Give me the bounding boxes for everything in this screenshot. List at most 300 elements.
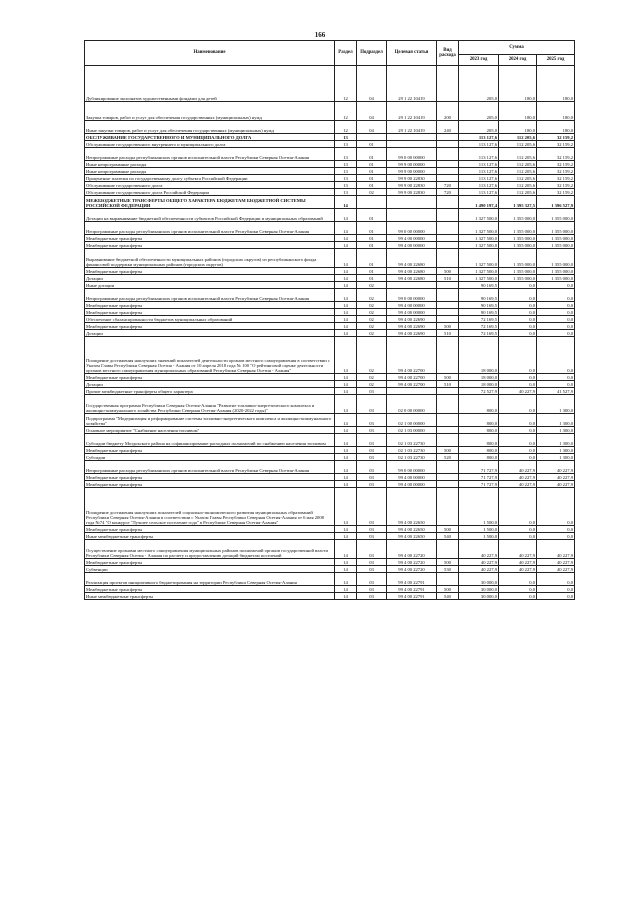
row-razdel: 14 — [335, 395, 357, 414]
row-vid — [437, 388, 459, 395]
row-sum-2025: 0,0 — [537, 381, 575, 388]
row-vid — [437, 141, 459, 148]
table-row — [85, 302, 575, 309]
row-podrazdel: 02 — [357, 323, 387, 330]
row-sum-2023: 18 000,0 — [459, 337, 499, 374]
row-sum-2023: 1 327 500,0 — [459, 209, 499, 222]
row-vid — [437, 302, 459, 309]
row-vid — [437, 249, 459, 268]
row-razdel: 14 — [335, 323, 357, 330]
row-name: Иные непрограммные расходы — [85, 161, 335, 168]
row-vid: 510 — [437, 275, 459, 282]
row-vid — [437, 395, 459, 414]
row-celevaya: 99 4 00 22650 — [387, 488, 437, 526]
row-sum-2025: 180,0 — [537, 102, 575, 121]
row-sum-2024: 40 227,9 — [499, 388, 537, 395]
row-celevaya: 29 1 22 10419 — [387, 102, 437, 121]
row-name: Иные закупки товаров, работ и услуг для обеспечения государственных (муниципальных) нужд — [85, 121, 335, 134]
row-celevaya: 02 1 03 22730 — [387, 454, 437, 461]
row-celevaya: 99 4 00 22700 — [387, 374, 437, 381]
row-vid: 500 — [437, 586, 459, 593]
row-podrazdel: 01 — [357, 235, 387, 242]
header-year-2024: 2024 год — [499, 55, 537, 66]
row-razdel: 13 — [335, 182, 357, 189]
row-razdel: 14 — [335, 330, 357, 337]
row-sum-2025: 1 300,0 — [537, 454, 575, 461]
table-row — [85, 337, 575, 374]
row-sum-2023: 1 327 500,0 — [459, 222, 499, 235]
row-name: Реализация проектов инициативного бюджетирования на территории Республики Северная Осетия-Алания — [85, 573, 335, 586]
row-name: Обслуживание государственного долга Российской Федерации — [85, 189, 335, 196]
row-razdel: 14 — [335, 282, 357, 289]
row-vid — [437, 337, 459, 374]
row-sum-2025: 32 159,2 — [537, 141, 575, 148]
row-razdel: 14 — [335, 454, 357, 461]
table-row — [85, 168, 575, 175]
row-celevaya: 99 4 00 22700 — [387, 381, 437, 388]
row-razdel: 14 — [335, 474, 357, 481]
row-name: Межбюджетные трансферты — [85, 559, 335, 566]
row-sum-2024: 0,0 — [499, 289, 537, 302]
row-name: Осуществление органами местного самоуправления муниципальных районов полномочий органов государственной власти Республики Северная Осетия - Алания по расчету и предоставлению дотаций бюджетам поселений — [85, 540, 335, 559]
row-sum-2023: 113 127,6 — [459, 189, 499, 196]
row-razdel: 14 — [335, 388, 357, 395]
row-razdel: 12 — [335, 121, 357, 134]
row-razdel: 14 — [335, 337, 357, 374]
table-row — [85, 249, 575, 268]
row-celevaya: 99 4 00 22690 — [387, 323, 437, 330]
row-sum-2024: 40 227,9 — [499, 566, 537, 573]
row-celevaya: 99 0 00 00000 — [387, 461, 437, 474]
row-razdel: 14 — [335, 309, 357, 316]
row-razdel: 14 — [335, 275, 357, 282]
row-podrazdel: 01 — [357, 175, 387, 182]
row-vid — [437, 209, 459, 222]
row-sum-2023: 800,0 — [459, 395, 499, 414]
row-podrazdel: 03 — [357, 388, 387, 395]
row-name: Субвенции — [85, 566, 335, 573]
row-sum-2024: 0,0 — [499, 302, 537, 309]
row-sum-2025: 0,0 — [537, 488, 575, 526]
row-sum-2024: 112 205,6 — [499, 161, 537, 168]
table-row — [85, 282, 575, 289]
row-sum-2023: 72 169,5 — [459, 323, 499, 330]
row-sum-2025: 40 227,9 — [537, 481, 575, 488]
row-sum-2024: 40 227,9 — [499, 559, 537, 566]
table-row — [85, 414, 575, 427]
row-podrazdel — [357, 196, 387, 209]
row-sum-2025: 0,0 — [537, 309, 575, 316]
row-razdel: 14 — [335, 414, 357, 427]
row-sum-2024: 0,0 — [499, 414, 537, 427]
row-name: Субсидии — [85, 454, 335, 461]
row-podrazdel: 01 — [357, 209, 387, 222]
row-celevaya: 99 4 00 22720 — [387, 566, 437, 573]
row-vid: 500 — [437, 447, 459, 454]
row-sum-2023: 113 127,6 — [459, 168, 499, 175]
row-razdel: 14 — [335, 242, 357, 249]
row-sum-2023: 90 169,5 — [459, 282, 499, 289]
row-sum-2025: 0,0 — [537, 316, 575, 323]
table-row — [85, 559, 575, 566]
row-razdel: 13 — [335, 134, 357, 141]
row-podrazdel: 02 — [357, 330, 387, 337]
row-sum-2023: 90 169,5 — [459, 289, 499, 302]
row-vid: 540 — [437, 533, 459, 540]
row-vid — [437, 66, 459, 102]
header-razdel: Раздел — [335, 41, 357, 66]
row-podrazdel: 01 — [357, 141, 387, 148]
row-vid — [437, 573, 459, 586]
row-podrazdel: 03 — [357, 414, 387, 427]
row-celevaya: 99 4 00 22791 — [387, 593, 437, 600]
row-podrazdel: 03 — [357, 573, 387, 586]
row-celevaya: 99 4 00 00000 — [387, 481, 437, 488]
row-celevaya — [387, 209, 437, 222]
row-podrazdel: 01 — [357, 148, 387, 161]
row-razdel: 14 — [335, 289, 357, 302]
table-row — [85, 330, 575, 337]
row-sum-2025: 1 300,0 — [537, 434, 575, 447]
row-podrazdel: 03 — [357, 593, 387, 600]
row-sum-2024: 40 227,9 — [499, 481, 537, 488]
row-vid — [437, 282, 459, 289]
row-name: Межбюджетные трансферты — [85, 302, 335, 309]
row-razdel: 14 — [335, 222, 357, 235]
row-vid — [437, 161, 459, 168]
row-sum-2024: 112 205,6 — [499, 175, 537, 182]
row-sum-2023: 72 169,5 — [459, 330, 499, 337]
row-celevaya — [387, 282, 437, 289]
row-podrazdel: 03 — [357, 434, 387, 447]
row-razdel: 14 — [335, 196, 357, 209]
row-sum-2024: 1 395 327,5 — [499, 196, 537, 209]
row-podrazdel: 01 — [357, 222, 387, 235]
row-razdel: 14 — [335, 566, 357, 573]
row-name: Иные непрограммные расходы — [85, 168, 335, 175]
row-sum-2024: 112 205,6 — [499, 182, 537, 189]
row-sum-2024: 40 227,9 — [499, 474, 537, 481]
row-celevaya: 99 0 00 00000 — [387, 222, 437, 235]
row-podrazdel: 04 — [357, 102, 387, 121]
table-row — [85, 481, 575, 488]
row-vid — [437, 148, 459, 161]
row-name: Межбюджетные трансферты — [85, 586, 335, 593]
table-row — [85, 316, 575, 323]
row-name: Межбюджетные трансферты — [85, 474, 335, 481]
row-razdel: 13 — [335, 189, 357, 196]
row-sum-2023: 800,0 — [459, 427, 499, 434]
row-podrazdel: 03 — [357, 526, 387, 533]
row-sum-2023: 800,0 — [459, 447, 499, 454]
row-sum-2024: 112 205,6 — [499, 189, 537, 196]
row-sum-2023: 18 000,0 — [459, 381, 499, 388]
row-sum-2025: 32 159,2 — [537, 168, 575, 175]
row-celevaya: 99 0 00 00000 — [387, 148, 437, 161]
row-sum-2025: 0,0 — [537, 330, 575, 337]
table-row — [85, 381, 575, 388]
row-podrazdel: 02 — [357, 381, 387, 388]
row-podrazdel: 03 — [357, 454, 387, 461]
row-name: Дотации — [85, 330, 335, 337]
row-razdel: 13 — [335, 141, 357, 148]
row-sum-2025: 1 355 000,0 — [537, 242, 575, 249]
row-name: Процентные платежи по государственному долгу субъекта Российской Федерации — [85, 175, 335, 182]
row-podrazdel: 01 — [357, 242, 387, 249]
row-podrazdel: 02 — [357, 282, 387, 289]
row-vid: 530 — [437, 566, 459, 573]
row-podrazdel: 03 — [357, 488, 387, 526]
row-vid — [437, 434, 459, 447]
row-sum-2025: 40 227,9 — [537, 461, 575, 474]
row-vid: 500 — [437, 559, 459, 566]
row-sum-2024: 0,0 — [499, 323, 537, 330]
row-sum-2023: 72 527,9 — [459, 388, 499, 395]
row-sum-2024: 0,0 — [499, 337, 537, 374]
row-podrazdel: 03 — [357, 566, 387, 573]
row-razdel: 14 — [335, 268, 357, 275]
row-razdel: 14 — [335, 302, 357, 309]
row-sum-2023: 113 127,6 — [459, 141, 499, 148]
row-sum-2024: 1 355 000,0 — [499, 249, 537, 268]
row-sum-2024: 112 205,6 — [499, 141, 537, 148]
row-vid: 510 — [437, 381, 459, 388]
row-celevaya: 99 4 00 00000 — [387, 309, 437, 316]
budget-table — [84, 40, 575, 600]
row-sum-2023: 30 000,0 — [459, 586, 499, 593]
row-podrazdel: 03 — [357, 533, 387, 540]
row-celevaya: 99 4 00 00000 — [387, 474, 437, 481]
table-row — [85, 235, 575, 242]
row-vid: 720 — [437, 189, 459, 196]
row-sum-2024: 112 205,6 — [499, 134, 537, 141]
row-sum-2025: 41 527,9 — [537, 388, 575, 395]
row-sum-2023: 71 727,9 — [459, 481, 499, 488]
row-razdel: 14 — [335, 488, 357, 526]
row-podrazdel: 03 — [357, 481, 387, 488]
table-row — [85, 566, 575, 573]
row-podrazdel: 03 — [357, 395, 387, 414]
row-sum-2023: 1 327 500,0 — [459, 249, 499, 268]
row-podrazdel: 04 — [357, 66, 387, 102]
row-sum-2025: 0,0 — [537, 302, 575, 309]
row-sum-2023: 18 000,0 — [459, 374, 499, 381]
row-vid: 500 — [437, 323, 459, 330]
row-name: Поощрение достижения наилучших значений показателей деятельности органов местного самоуправления в соответствии с Указом Главы Республики Северная Осетия - Алания от 10 апреля 2018 года № 100 "О рейтинговой оценке деятельности органов местного самоуправления муниципальных образований Республики Северная Осетия - Алания" — [85, 337, 335, 374]
row-razdel: 14 — [335, 593, 357, 600]
row-vid: 720 — [437, 182, 459, 189]
row-razdel: 14 — [335, 381, 357, 388]
row-sum-2023: 1 327 500,0 — [459, 275, 499, 282]
row-sum-2025: 0,0 — [537, 289, 575, 302]
row-sum-2025: 32 159,2 — [537, 161, 575, 168]
row-celevaya: 99 9 00 22830 — [387, 182, 437, 189]
row-sum-2023: 113 127,6 — [459, 161, 499, 168]
row-name: Дубликирование экспонатов художественными фондами для детей — [85, 66, 335, 102]
row-vid — [437, 414, 459, 427]
row-sum-2024: 1 355 000,0 — [499, 235, 537, 242]
row-name: Дотации на выравнивание бюджетной обеспеченности субъектов Российской Федерации и муниципальных образований — [85, 209, 335, 222]
table-row — [85, 474, 575, 481]
row-celevaya: 02 1 03 22730 — [387, 447, 437, 454]
row-celevaya: 99 4 00 22720 — [387, 540, 437, 559]
table-row — [85, 196, 575, 209]
row-razdel: 12 — [335, 66, 357, 102]
row-razdel: 14 — [335, 249, 357, 268]
row-sum-2025: 40 227,9 — [537, 474, 575, 481]
row-celevaya: 29 1 22 10419 — [387, 121, 437, 134]
row-razdel: 14 — [335, 461, 357, 474]
row-podrazdel: 03 — [357, 586, 387, 593]
row-name: Обслуживание государственного долга — [85, 182, 335, 189]
row-celevaya — [387, 196, 437, 209]
table-row — [85, 289, 575, 302]
header-year-2025: 2025 год — [537, 55, 575, 66]
row-sum-2025: 32 159,2 — [537, 189, 575, 196]
table-row — [85, 121, 575, 134]
row-sum-2025: 1 300,0 — [537, 395, 575, 414]
row-sum-2024: 1 355 000,0 — [499, 242, 537, 249]
table-row — [85, 533, 575, 540]
row-sum-2024: 0,0 — [499, 316, 537, 323]
row-name: Межбюджетные трансферты — [85, 268, 335, 275]
row-name: Иные дотации — [85, 282, 335, 289]
row-name: Закупка товаров, работ и услуг для обеспечения государственных (муниципальных) нужд — [85, 102, 335, 121]
row-sum-2023: 113 127,6 — [459, 134, 499, 141]
table-row — [85, 309, 575, 316]
row-vid — [437, 134, 459, 141]
row-vid — [437, 242, 459, 249]
table-row — [85, 586, 575, 593]
row-celevaya: 99 4 00 22791 — [387, 586, 437, 593]
row-sum-2024: 0,0 — [499, 427, 537, 434]
row-podrazdel: 03 — [357, 447, 387, 454]
row-sum-2024: 0,0 — [499, 309, 537, 316]
row-sum-2024: 0,0 — [499, 282, 537, 289]
row-sum-2023: 90 169,5 — [459, 309, 499, 316]
row-name: Межбюджетные трансферты — [85, 447, 335, 454]
row-sum-2024: 0,0 — [499, 526, 537, 533]
table-row — [85, 102, 575, 121]
header-year-2023: 2023 год — [459, 55, 499, 66]
row-sum-2023: 205,0 — [459, 102, 499, 121]
row-sum-2023: 113 127,6 — [459, 148, 499, 161]
row-vid — [437, 289, 459, 302]
row-sum-2024: 0,0 — [499, 381, 537, 388]
row-vid — [437, 461, 459, 474]
row-name: Межбюджетные трансферты — [85, 481, 335, 488]
row-razdel: 14 — [335, 235, 357, 242]
row-razdel: 13 — [335, 148, 357, 161]
table-row — [85, 175, 575, 182]
row-sum-2023: 1 500,0 — [459, 488, 499, 526]
row-sum-2024: 112 205,6 — [499, 148, 537, 161]
row-sum-2025: 180,0 — [537, 66, 575, 102]
row-sum-2024: 180,0 — [499, 66, 537, 102]
row-sum-2025: 0,0 — [537, 573, 575, 586]
row-name: Обеспечение сбалансированности бюджетов муниципальных образований — [85, 316, 335, 323]
row-sum-2024: 1 355 000,0 — [499, 222, 537, 235]
row-sum-2025: 0,0 — [537, 323, 575, 330]
row-sum-2023: 1 500,0 — [459, 526, 499, 533]
table-row — [85, 540, 575, 559]
row-celevaya: 99 4 00 22690 — [387, 316, 437, 323]
row-sum-2023: 71 727,9 — [459, 474, 499, 481]
header-celevaya: Целевая статья — [387, 41, 437, 66]
table-row — [85, 388, 575, 395]
row-vid: 500 — [437, 268, 459, 275]
row-name: МЕЖБЮДЖЕТНЫЕ ТРАНСФЕРТЫ ОБЩЕГО ХАРАКТЕРА БЮДЖЕТАМ БЮДЖЕТНОЙ СИСТЕМЫ РОССИЙСКОЙ ФЕДЕРАЦИИ — [85, 196, 335, 209]
row-razdel: 14 — [335, 209, 357, 222]
row-vid — [437, 235, 459, 242]
row-celevaya: 99 4 00 00000 — [387, 242, 437, 249]
row-celevaya: 99 4 00 22791 — [387, 573, 437, 586]
row-sum-2024: 40 227,9 — [499, 461, 537, 474]
row-sum-2025: 40 227,9 — [537, 540, 575, 559]
row-celevaya: 99 4 00 00000 — [387, 235, 437, 242]
row-name: Обслуживание государственного внутреннего и муниципального долга — [85, 141, 335, 148]
row-sum-2024: 0,0 — [499, 488, 537, 526]
row-sum-2024: 0,0 — [499, 434, 537, 447]
row-vid — [437, 168, 459, 175]
row-sum-2023: 72 169,5 — [459, 316, 499, 323]
table-row — [85, 222, 575, 235]
row-sum-2023: 1 327 500,0 — [459, 268, 499, 275]
row-celevaya: 99 4 00 22680 — [387, 268, 437, 275]
table-row — [85, 593, 575, 600]
row-sum-2024: 0,0 — [499, 573, 537, 586]
row-vid: 520 — [437, 454, 459, 461]
table-row — [85, 275, 575, 282]
row-vid — [437, 427, 459, 434]
table-body — [85, 66, 575, 600]
row-sum-2025: 0,0 — [537, 533, 575, 540]
row-sum-2023: 205,0 — [459, 121, 499, 134]
row-podrazdel: 03 — [357, 559, 387, 566]
row-sum-2024: 1 355 000,0 — [499, 209, 537, 222]
row-sum-2023: 800,0 — [459, 434, 499, 447]
table-row — [85, 209, 575, 222]
row-vid: 200 — [437, 102, 459, 121]
row-celevaya — [387, 388, 437, 395]
row-razdel: 14 — [335, 374, 357, 381]
header-name: Наименование — [85, 41, 335, 66]
row-sum-2025: 32 159,2 — [537, 182, 575, 189]
header-summa: Сумма — [459, 41, 575, 55]
row-vid — [437, 474, 459, 481]
row-razdel: 13 — [335, 161, 357, 168]
row-sum-2023: 1 327 500,0 — [459, 235, 499, 242]
table-row — [85, 488, 575, 526]
row-sum-2025: 40 227,9 — [537, 559, 575, 566]
row-razdel: 14 — [335, 559, 357, 566]
row-sum-2024: 1 355 000,0 — [499, 268, 537, 275]
row-sum-2025: 1 355 000,0 — [537, 249, 575, 268]
row-vid: 500 — [437, 374, 459, 381]
row-name: Межбюджетные трансферты — [85, 323, 335, 330]
row-vid — [437, 488, 459, 526]
row-razdel: 14 — [335, 573, 357, 586]
row-sum-2024: 0,0 — [499, 593, 537, 600]
row-name: Непрограммные расходы республиканских органов исполнительной власти Республики Северная Осетия-Алания — [85, 222, 335, 235]
row-sum-2023: 113 127,6 — [459, 182, 499, 189]
row-sum-2025: 32 159,2 — [537, 175, 575, 182]
row-razdel: 14 — [335, 447, 357, 454]
row-name: Межбюджетные трансферты — [85, 309, 335, 316]
row-vid — [437, 309, 459, 316]
row-name: Государственная программа Республики Северная Осетия-Алания "Развитие топливно-энергетического комплекса и жилищно-коммунального хозяйства Республики Северная Осетия-Алания (2020-2022 годы)" — [85, 395, 335, 414]
table-row — [85, 148, 575, 161]
